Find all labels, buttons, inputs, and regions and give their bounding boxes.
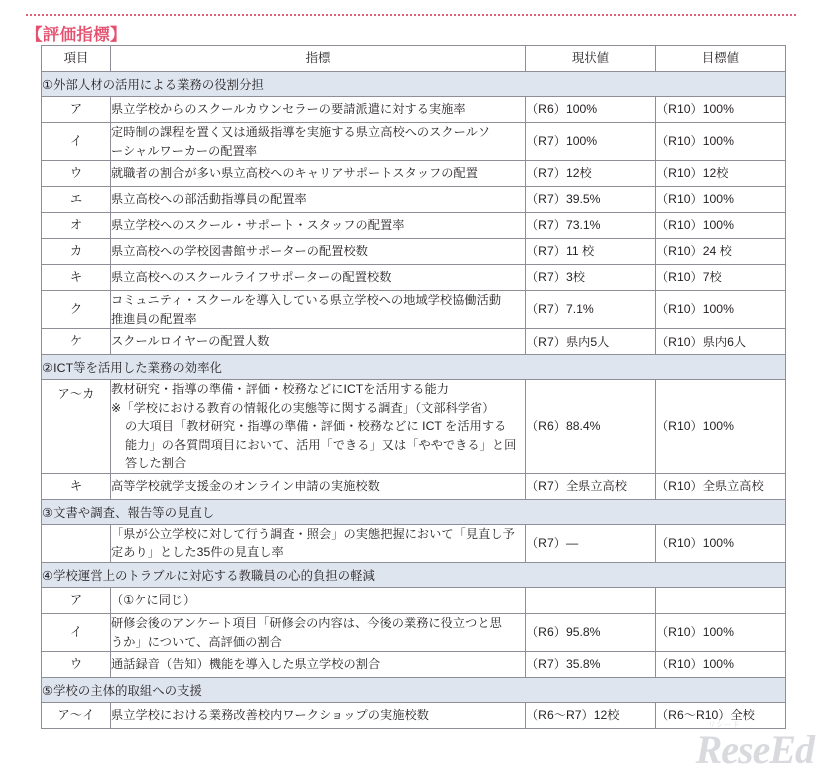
row-item-label <box>42 524 111 562</box>
row-target-value: （R10）100% <box>656 291 786 329</box>
indicator-line: 県立高校への学校図書館サポーターの配置校数 <box>111 244 368 259</box>
row-item-label: カ <box>42 239 111 265</box>
indicator-line: 県立高校への部活動指導員の配置率 <box>111 192 307 207</box>
evaluation-indicator-table <box>41 45 786 729</box>
indicator-line: 県立学校へのスクール・サポート・スタッフの配置率 <box>111 218 405 233</box>
row-target-value: （R10）12校 <box>656 161 786 187</box>
row-indicator-text <box>111 123 526 161</box>
section-band-row <box>42 499 786 524</box>
table-row <box>42 291 786 329</box>
row-item-label: キ <box>42 473 111 499</box>
row-indicator-text <box>111 97 526 123</box>
row-target-value <box>656 588 786 614</box>
row-current-value: （R7）35.8% <box>526 652 656 678</box>
indicator-line: コミュニティ・スクールを導入している県立学校への地域学校協働活動 <box>111 293 502 308</box>
top-dotted-divider <box>26 14 796 16</box>
row-indicator-text <box>111 187 526 213</box>
row-indicator-text <box>111 524 526 562</box>
section-band-row <box>42 563 786 588</box>
section-band-row <box>42 678 786 703</box>
watermark-ruby: リシード <box>708 720 740 729</box>
row-item-label: ウ <box>42 652 111 678</box>
row-indicator-text <box>111 473 526 499</box>
row-current-value: （R7）73.1% <box>526 213 656 239</box>
indicator-line: の大項目「教材研究・指導の準備・評価・校務などに ICT を活用する <box>125 419 507 434</box>
column-header-item: 項目 <box>42 46 111 72</box>
table-row <box>42 652 786 678</box>
row-current-value: （R7）— <box>526 524 656 562</box>
table-header-row <box>42 46 786 72</box>
row-current-value: （R7）100% <box>526 123 656 161</box>
section-band-label: ①外部人材の活用による業務の役割分担 <box>42 72 786 97</box>
row-indicator-text <box>111 380 526 474</box>
row-target-value: （R10）100% <box>656 614 786 652</box>
indicator-line: 「県が公立学校に対して行う調査・照会」の実態把握において「見直し予 <box>111 526 515 541</box>
row-indicator-text <box>111 291 526 329</box>
row-current-value: （R6）88.4% <box>526 380 656 474</box>
table-row <box>42 239 786 265</box>
row-current-value: （R7）県内5人 <box>526 329 656 355</box>
table-row <box>42 161 786 187</box>
column-header-indicator: 指標 <box>111 46 526 72</box>
row-target-value: （R10）100% <box>656 380 786 474</box>
row-indicator-text <box>111 703 526 729</box>
indicator-line: 高等学校就学支援金のオンライン申請の実施校数 <box>111 479 380 494</box>
indicator-line: 定時制の課程を置く又は通級指導を実施する県立高校へのスクールソ <box>111 125 491 139</box>
indicator-line: 就職者の割合が多い県立高校へのキャリアサポートスタッフの配置 <box>111 166 479 181</box>
row-target-value: （R10）100% <box>656 123 786 161</box>
section-band-label: ④学校運営上のトラブルに対応する教職員の心的負担の軽減 <box>42 563 786 588</box>
row-current-value <box>526 588 656 614</box>
row-indicator-text <box>111 329 526 355</box>
row-current-value: （R7）全県立高校 <box>526 473 656 499</box>
table-row <box>42 473 786 499</box>
indicator-line: スクールロイヤーの配置人数 <box>111 334 270 349</box>
indicator-line: うか」について、高評価の割合 <box>111 634 282 649</box>
indicator-line: 推進員の配置率 <box>111 311 197 326</box>
row-target-value: （R10）7校 <box>656 265 786 291</box>
row-current-value: （R7）7.1% <box>526 291 656 329</box>
table-row <box>42 213 786 239</box>
row-target-value: （R10）全県立高校 <box>656 473 786 499</box>
row-item-label: キ <box>42 265 111 291</box>
page-title: 【評価指標】 <box>26 26 127 44</box>
row-current-value: （R6）95.8% <box>526 614 656 652</box>
row-item-label: ケ <box>42 329 111 355</box>
row-indicator-text <box>111 588 526 614</box>
row-current-value: （R6）100% <box>526 97 656 123</box>
section-band-label: ③文書や調査、報告等の見直し <box>42 499 786 524</box>
table-header <box>42 46 786 72</box>
table-row <box>42 123 786 161</box>
row-indicator-text <box>111 652 526 678</box>
row-item-label: ア～カ <box>42 380 111 474</box>
column-header-target: 目標値 <box>656 46 786 72</box>
indicator-line: 能力」の各質問項目において、活用「できる」又は「ややできる」と回 <box>125 437 517 452</box>
row-indicator-text <box>111 161 526 187</box>
row-item-label: ク <box>42 291 111 329</box>
row-item-label: ア～イ <box>42 703 111 729</box>
table-row <box>42 614 786 652</box>
indicator-line: 県立学校における業務改善校内ワークショップの実施校数 <box>111 708 429 723</box>
indicator-line: 定あり」とした35件の見直し率 <box>111 545 284 560</box>
section-band-label: ⑤学校の主体的取組への支援 <box>42 678 786 703</box>
table-row <box>42 329 786 355</box>
row-item-label: ウ <box>42 161 111 187</box>
row-item-label: イ <box>42 123 111 161</box>
row-target-value: （R10）県内6人 <box>656 329 786 355</box>
table-row <box>42 380 786 474</box>
indicator-line: ーシャルワーカーの配置率 <box>111 143 258 158</box>
row-target-value: （R10）100% <box>656 524 786 562</box>
section-band-row <box>42 355 786 380</box>
table-row <box>42 703 786 729</box>
row-target-value: （R10）100% <box>656 213 786 239</box>
row-indicator-text <box>111 213 526 239</box>
row-indicator-text <box>111 239 526 265</box>
table-body <box>42 72 786 729</box>
indicator-line: 答した割合 <box>125 456 187 471</box>
row-indicator-text <box>111 265 526 291</box>
indicator-line: 県立高校へのスクールライフサポーターの配置校数 <box>111 270 392 285</box>
indicator-line: 県立学校からのスクールカウンセラーの要請派遣に対する実施率 <box>111 102 466 117</box>
row-indicator-text <box>111 614 526 652</box>
row-target-value: （R10）24 校 <box>656 239 786 265</box>
row-current-value: （R7）11 校 <box>526 239 656 265</box>
column-header-current: 現状値 <box>526 46 656 72</box>
row-item-label: ア <box>42 588 111 614</box>
row-item-label: イ <box>42 614 111 652</box>
row-item-label: オ <box>42 213 111 239</box>
table-row <box>42 524 786 562</box>
row-target-value: （R10）100% <box>656 97 786 123</box>
indicator-line: 研修会後のアンケート項目「研修会の内容は、今後の業務に役立つと思 <box>111 616 502 631</box>
indicator-line: ※「学校における教育の情報化の実態等に関する調査」（文部科学省） <box>111 400 495 415</box>
evaluation-indicator-table-container <box>41 45 785 729</box>
row-item-label: ア <box>42 97 111 123</box>
row-current-value: （R6～R7）12校 <box>526 703 656 729</box>
row-target-value: （R10）100% <box>656 187 786 213</box>
section-band-row <box>42 72 786 97</box>
row-item-label: エ <box>42 187 111 213</box>
row-target-value: （R6～R10）全校 <box>656 703 786 729</box>
table-row <box>42 265 786 291</box>
row-target-value: （R10）100% <box>656 652 786 678</box>
row-current-value: （R7）3校 <box>526 265 656 291</box>
watermark-text: ReseEd <box>695 727 814 772</box>
table-row <box>42 97 786 123</box>
indicator-line: （①ケに同じ） <box>111 593 196 608</box>
row-current-value: （R7）12校 <box>526 161 656 187</box>
indicator-line: 通話録音（告知）機能を導入した県立学校の割合 <box>111 657 381 672</box>
section-band-label: ②ICT等を活用した業務の効率化 <box>42 355 786 380</box>
table-row <box>42 187 786 213</box>
row-current-value: （R7）39.5% <box>526 187 656 213</box>
table-row <box>42 588 786 614</box>
indicator-line: 教材研究・指導の準備・評価・校務などにICTを活用する能力 <box>111 382 449 397</box>
